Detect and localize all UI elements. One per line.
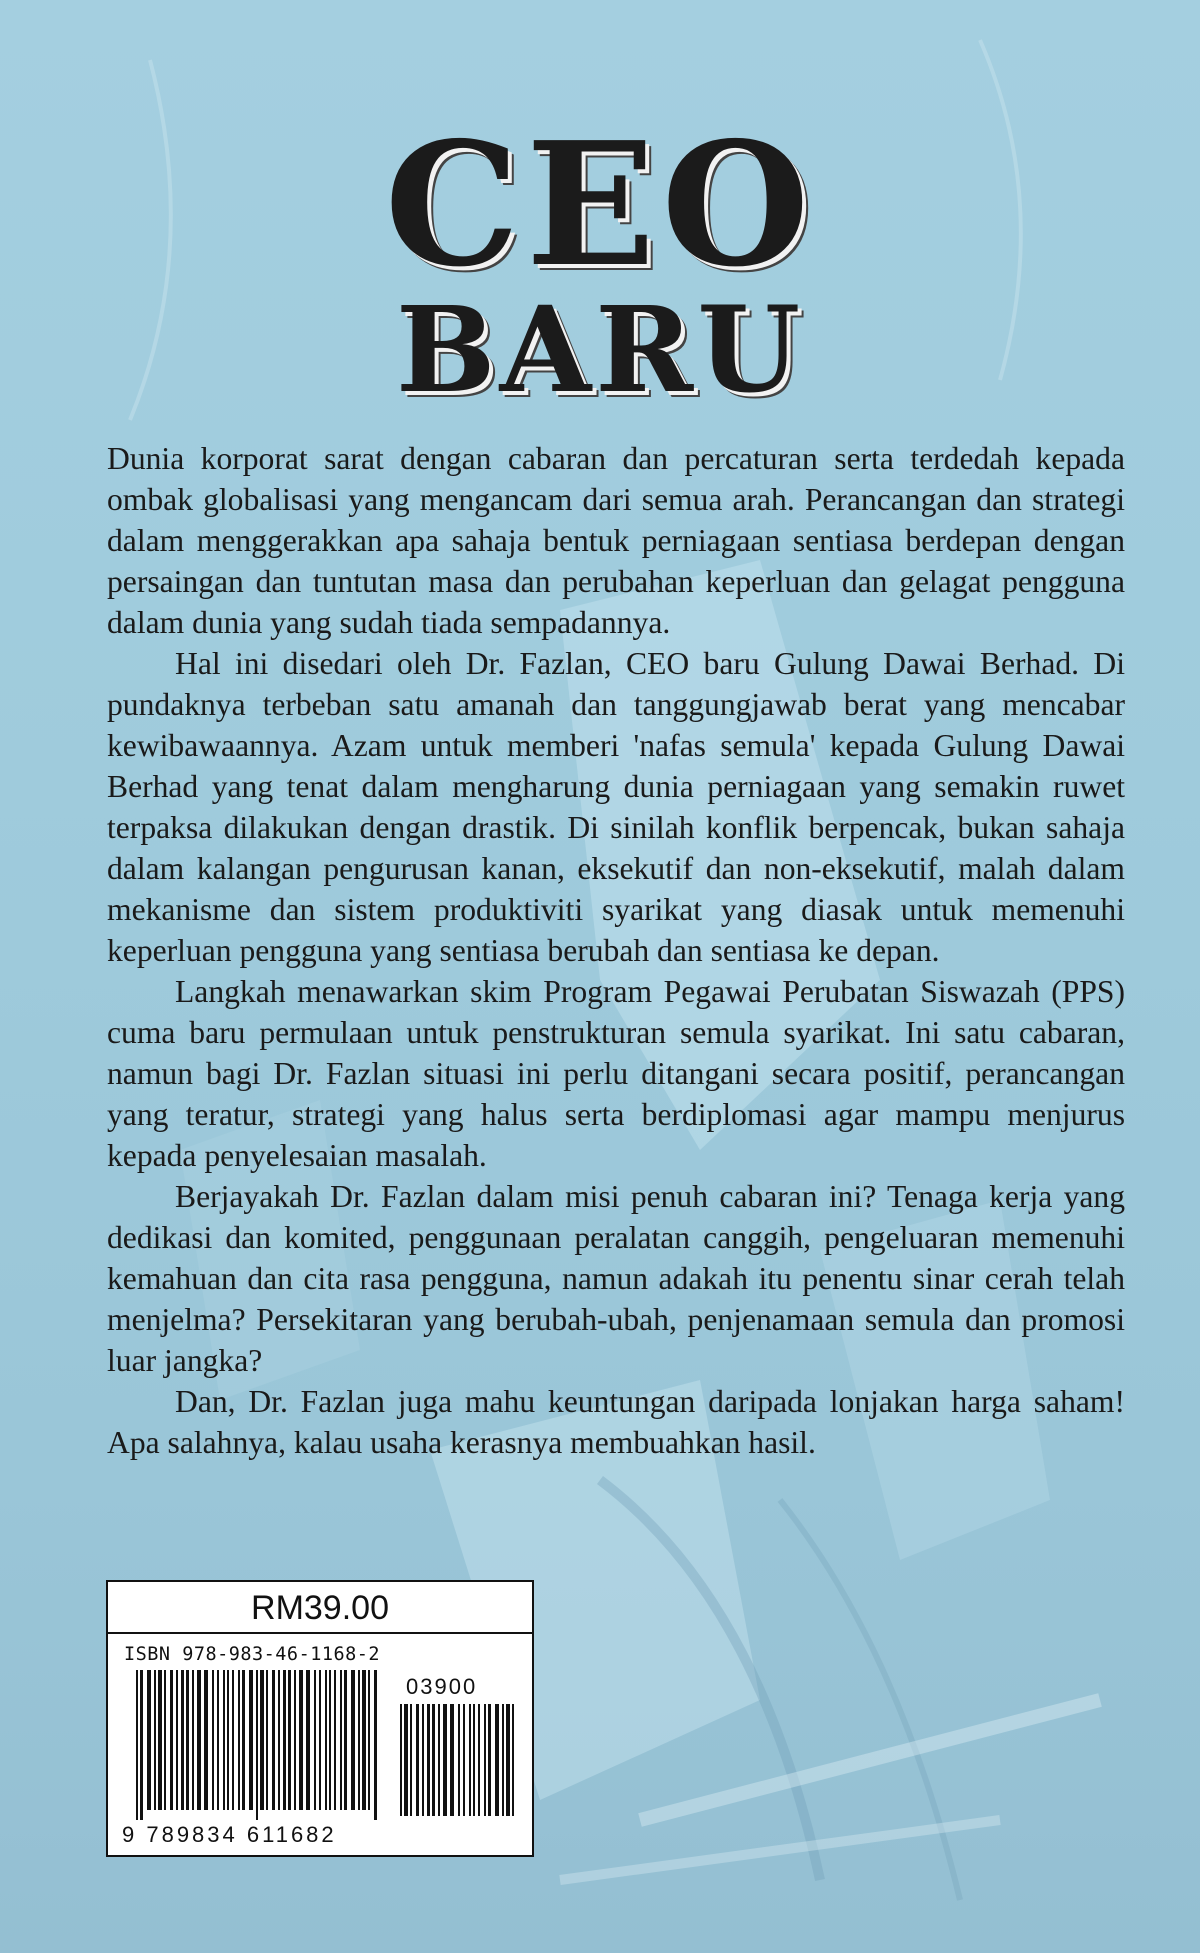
barcode-bar: [374, 1670, 377, 1820]
barcode-bar: [334, 1670, 336, 1810]
barcode-bar: [154, 1670, 156, 1810]
blurb-paragraph: Berjayakah Dr. Fazlan dalam misi penuh cabaran ini? Tenaga kerja yang dedikasi dan komited, penggunaan peralatan canggih, pengeluaran memenuhi kemahuan dan cita rasa pengguna, namun adakah itu penentu sinar cerah telah menjelma? Persekitaran yang berubah-ubah, penjenamaan semula dan promosi luar jangka?: [107, 1179, 1125, 1378]
addon-bar: [458, 1704, 460, 1816]
barcode-bar: [314, 1670, 316, 1810]
barcode-bar: [147, 1670, 151, 1810]
barcode-bar: [344, 1670, 347, 1810]
barcode-bar: [197, 1670, 201, 1810]
addon-bar: [469, 1704, 471, 1816]
barcode-bar: [181, 1670, 184, 1810]
addon-bar: [502, 1704, 504, 1816]
addon-bar: [473, 1704, 475, 1816]
barcode-bar: [283, 1670, 286, 1810]
barcode-bar: [136, 1670, 138, 1820]
barcode-bar: [299, 1670, 303, 1810]
addon-code: 03900: [406, 1674, 478, 1699]
barcode-bar: [192, 1670, 194, 1810]
book-title-baru: BARU: [395, 280, 805, 419]
addon-bar: [438, 1704, 440, 1816]
barcode-bar: [238, 1670, 240, 1810]
barcode-bar: [186, 1670, 189, 1810]
barcode-bar: [329, 1670, 331, 1810]
addon-bar: [478, 1704, 480, 1816]
addon-bar: [484, 1704, 486, 1816]
back-cover-blurb: [107, 438, 1125, 1463]
addon-bar: [512, 1704, 514, 1816]
addon-bar: [463, 1704, 465, 1816]
price-label: RM39.00: [108, 1582, 532, 1634]
barcode-panel: [106, 1580, 534, 1857]
barcode-bar: [306, 1670, 310, 1810]
barcode-bar: [358, 1670, 360, 1810]
barcode-bar: [351, 1670, 355, 1810]
barcode-bar: [319, 1670, 321, 1810]
blurb-paragraph: Langkah menawarkan skim Program Pegawai Perubatan Siswazah (PPS) cuma baru permulaan untuk penstrukturan semula syarikat. Ini satu cabaran, namun bagi Dr. Fazlan situasi ini perlu ditangani secara positif, perancangan yang teratur, strategi yang halus serta berdiplomasi agar mampu menjurus kepada penyelesaian masalah.: [107, 974, 1125, 1173]
addon-bar: [450, 1704, 454, 1816]
barcode-bar: [204, 1670, 208, 1810]
addon-bar: [506, 1704, 510, 1816]
barcode-bar: [223, 1670, 225, 1810]
addon-bar: [410, 1704, 412, 1816]
barcode-bar: [340, 1670, 342, 1810]
addon-bar: [422, 1704, 424, 1816]
barcode-bar: [227, 1670, 229, 1810]
barcode-bar: [158, 1670, 162, 1810]
barcode-bar: [256, 1670, 258, 1820]
barcode-bar: [212, 1670, 214, 1810]
barcode-bar: [249, 1670, 253, 1810]
barcode-bar: [260, 1670, 264, 1810]
barcode-bar: [217, 1670, 219, 1810]
addon-bar: [432, 1704, 435, 1816]
book-title-ceo: CEO: [384, 105, 816, 305]
barcode-bar: [288, 1670, 291, 1810]
blurb-paragraph: Hal ini disedari oleh Dr. Fazlan, CEO baru Gulung Dawai Berhad. Di pundaknya terbeban satu amanah dan tanggungjawab berat yang mencabar kewibawaannya. Azam untuk memberi 'nafas semula' kepada Gulung Dawai Berhad yang tenat dalam mengharung dunia perniagaan yang semakin ruwet terpaksa dilakukan dengan drastik. Di sinilah konflik berpencak, bukan sahaja dalam kalangan pengurusan kanan, eksekutif dan non-eksekutif, malah dalam mekanisme dan sistem produktiviti syarikat yang diasak untuk memenuhi keperluan pengguna yang sentiasa berubah dan sentiasa ke depan.: [107, 646, 1125, 968]
isbn-label: ISBN 978-983-46-1168-2: [124, 1644, 381, 1665]
addon-bar: [495, 1704, 499, 1816]
barcode-bar: [170, 1670, 173, 1810]
barcode-bar: [325, 1670, 327, 1810]
addon-bar: [427, 1704, 430, 1816]
barcode-bar: [164, 1670, 166, 1810]
barcode-bar: [140, 1670, 143, 1820]
barcode-bar: [368, 1670, 370, 1810]
barcode-bar: [242, 1670, 245, 1810]
addon-bar: [488, 1704, 491, 1816]
barcode-graphic: [108, 1582, 532, 1857]
addon-bar: [404, 1704, 408, 1816]
blurb-paragraph: Dunia korporat sarat dengan cabaran dan percaturan serta terdedah kepada ombak globalisasi yang mengancam dari semua arah. Perancangan dan strategi dalam menggerakkan apa sahaja bentuk perniagaan sentiasa berdepan dengan persaingan dan tuntutan masa dan perubahan keperluan dan gelagat pengguna dalam dunia yang sudah tiada sempadannya.: [107, 441, 1125, 640]
barcode-bar: [266, 1670, 268, 1810]
ean-digits: 9 789834 611682: [122, 1822, 337, 1847]
barcode-bar: [362, 1670, 366, 1810]
barcode-bar: [232, 1670, 234, 1810]
barcode-bar: [272, 1670, 275, 1810]
addon-bar: [443, 1704, 447, 1816]
addon-bar: [416, 1704, 419, 1816]
barcode-bar: [294, 1670, 296, 1810]
blurb-paragraph: Dan, Dr. Fazlan juga mahu keuntungan daripada lonjakan harga saham! Apa salahnya, kalau usaha kerasnya membuahkan hasil.: [107, 1384, 1125, 1460]
barcode-bar: [176, 1670, 178, 1810]
addon-bar: [400, 1704, 402, 1816]
barcode-bar: [278, 1670, 280, 1810]
